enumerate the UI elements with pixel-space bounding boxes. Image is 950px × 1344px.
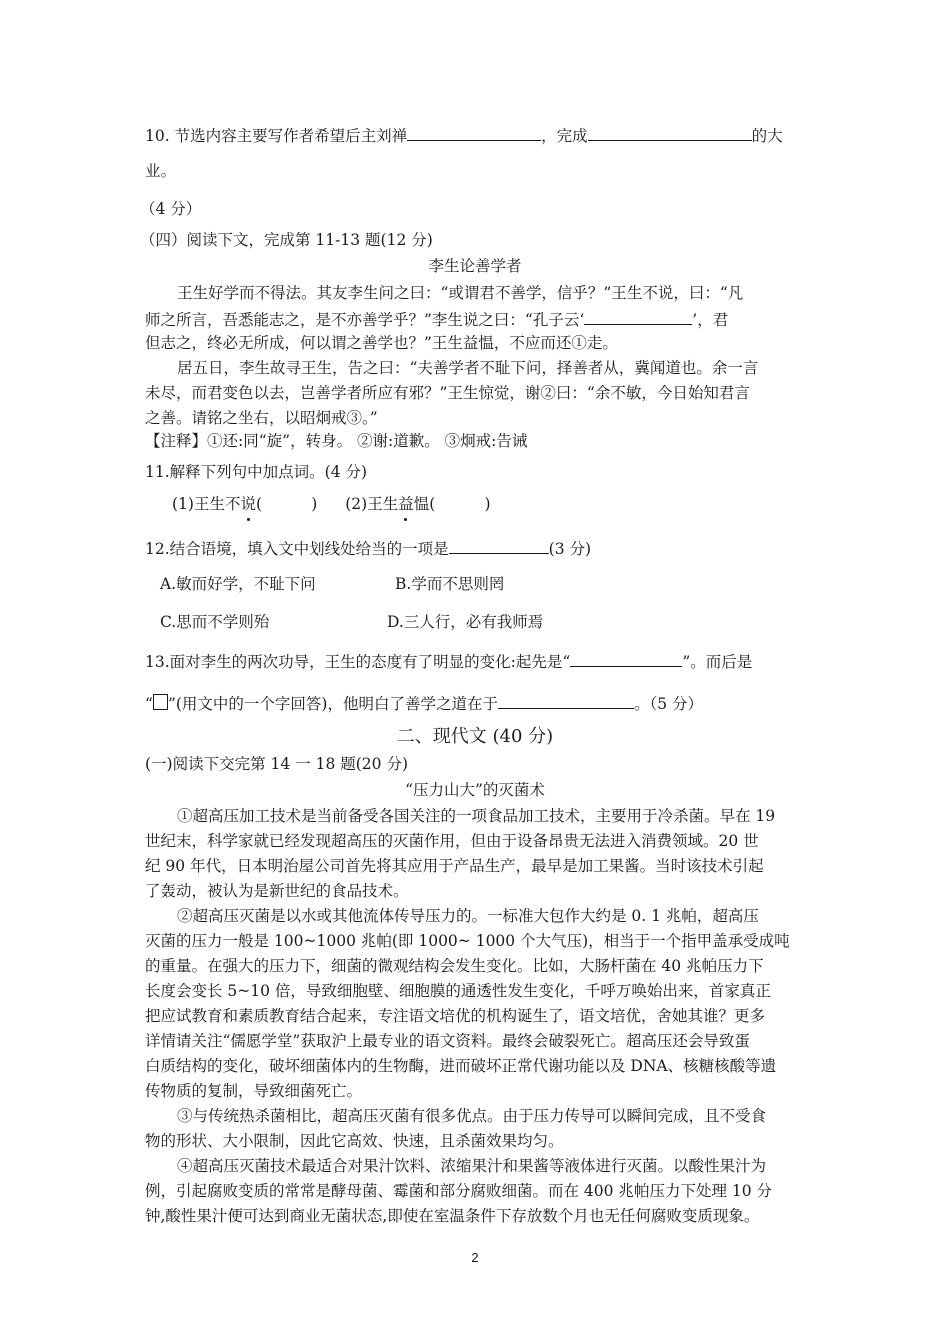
answer-blank[interactable]: [449, 537, 549, 554]
q10-line2: 业。: [145, 162, 177, 180]
q10-line1: 10. 节选内容主要写作者希望后主刘禅 ，完成 的大: [145, 124, 783, 146]
passage-title: 李生论善学者: [428, 257, 522, 275]
passage-line: 之善。请铭之坐右，以昭炯戒③。”: [145, 409, 378, 427]
article-line: ②超高压灭菌是以水或其他流体传导压力的。一标准大包作大约是 0. 1 兆帕，超高压: [177, 907, 759, 925]
option-d[interactable]: D.三人行，必有我师焉: [387, 613, 544, 631]
option-c[interactable]: C.思而不学则殆: [160, 613, 270, 631]
passage-line: 但志之，终必无所成，何以谓之善学也？”王生益愠，不应而还①走。: [145, 334, 618, 352]
article-line: ①超高压加工技术是当前备受各国关注的一项食品加工技术，主要用于冷杀菌。早在 19: [177, 807, 776, 825]
article-line: 纪 90 年代，日本明治屋公司首先将其应用于产品生产，最早是加工果酱。当时该技术引起: [145, 857, 764, 875]
dotted-word: 益: [398, 494, 414, 514]
article-line: 钟,酸性果汁便可达到商业无菌状态,即使在室温条件下存放数个月也无任何腐败变质现象。: [145, 1207, 760, 1225]
article-line: 把应试教育和素质教育结合起来，专注语文培优的机构诞生了，语文培优，舍她其谁？更多: [145, 1007, 766, 1025]
q11-stem: 11.解释下列句中加点词。(4 分): [145, 463, 368, 481]
article-line: 的重量。在强大的压力下，细菌的微观结构会发生变化。比如，大肠杆菌在 40 兆帕压力下: [145, 957, 764, 975]
article-line: ④超高压灭菌技术最适合对果汁饮料、浓缩果汁和果酱等液体进行灭菌。以酸性果汁为: [177, 1157, 767, 1175]
answer-blank[interactable]: [588, 124, 752, 141]
option-b[interactable]: B.学而不思则罔: [395, 575, 505, 593]
article-line: 物的形状、大小限制，因此它高效、快速，且杀菌效果均匀。: [145, 1132, 564, 1150]
q13-line1: 13.面对李生的两次功导，王生的态度有了明显的变化:起先是“ ”。而后是: [145, 650, 752, 672]
annotation-note: 【注释】①还:同“旋”，转身。 ②谢:道歉。 ③炯戒:告诫: [145, 432, 528, 450]
answer-blank[interactable]: [407, 124, 541, 141]
article-line: 世纪末，科学家就已经发现超高压的灭菌作用，但由于设备昂贵无法进入消费领域。20 世: [145, 832, 759, 850]
article-line: 长度会变长 5~10 倍，导致细胞壁、细胞膜的通透性发生变化，千呼万唤始出来，首家真正: [145, 982, 771, 1000]
section4-heading: （四）阅读下文，完成第 11-13 题(12 分): [140, 231, 433, 249]
article-line: 灭菌的压力一般是 100~1000 兆帕(即 1000~ 1000 个大气压)，相当于一个指甲盖承受成吨: [145, 932, 790, 950]
article-line: 例，引起腐败变质的常常是酵母菌、霉菌和部分腐败细菌。而在 400 兆帕压力下处理 10 分: [145, 1182, 773, 1200]
answer-blank[interactable]: [570, 650, 682, 667]
passage-line: 王生好学而不得法。其友李生问之曰：“或谓君不善学，信乎？”王生不说，曰：“凡: [177, 284, 744, 302]
article-line: 详情请关注“儒愿学堂”获取沪上最专业的语文资料。最终会破裂死亡。超高压还会导致蛋: [145, 1032, 750, 1050]
q12-stem: 12.结合语境，填入文中划线处给当的一项是 (3 分): [145, 537, 591, 559]
answer-box[interactable]: [153, 694, 168, 710]
article-line: 传物质的复制，导致细菌死亡。: [145, 1082, 363, 1100]
fill-blank[interactable]: [584, 308, 692, 325]
q11-items: (1)王生不说 ( ) (2)王生益 愠( ): [172, 494, 491, 514]
passage-line: 师之所言，吾悉能志之，是不亦善学乎？”李生说之曰：“孔子云‘ ’，君: [145, 308, 728, 330]
dotted-word: 说: [240, 494, 256, 514]
part2-subheading: (一)阅读下交完第 14 一 18 题(20 分): [145, 755, 408, 773]
option-a[interactable]: A.敏而好学，不耻下问: [160, 575, 316, 593]
article-title: “压力山大”的灭菌术: [405, 781, 545, 799]
article-line: 白质结构的变化，破坏细菌体内的生物酶，进而破坏正常代谢功能以及 DNA、核糖核酸等遗: [145, 1057, 777, 1075]
passage-line: 居五日，李生故寻王生，告之曰：“夫善学者不耻下问，择善者从，冀闻道也。余一言: [177, 359, 759, 377]
q10-score: （4 分）: [140, 200, 202, 218]
page-number: 2: [471, 1250, 479, 1265]
answer-blank[interactable]: [498, 692, 634, 709]
article-line: ③与传统热杀菌相比，超高压灭菌有很多优点。由于压力传导可以瞬间完成，且不受食: [177, 1107, 767, 1125]
passage-line: 未尽，而君变色以去，岂善学者所应有邪？”王生惊觉，谢②曰：“余不敏，今日始知君言: [145, 384, 750, 402]
q13-line2: “ ”(用文中的一个字回答)，他明白了善学之道在于 。（5 分）: [145, 692, 703, 714]
part2-heading: 二、现代文 (40 分): [396, 726, 554, 747]
article-line: 了轰动，被认为是新世纪的食品技术。: [145, 882, 409, 900]
